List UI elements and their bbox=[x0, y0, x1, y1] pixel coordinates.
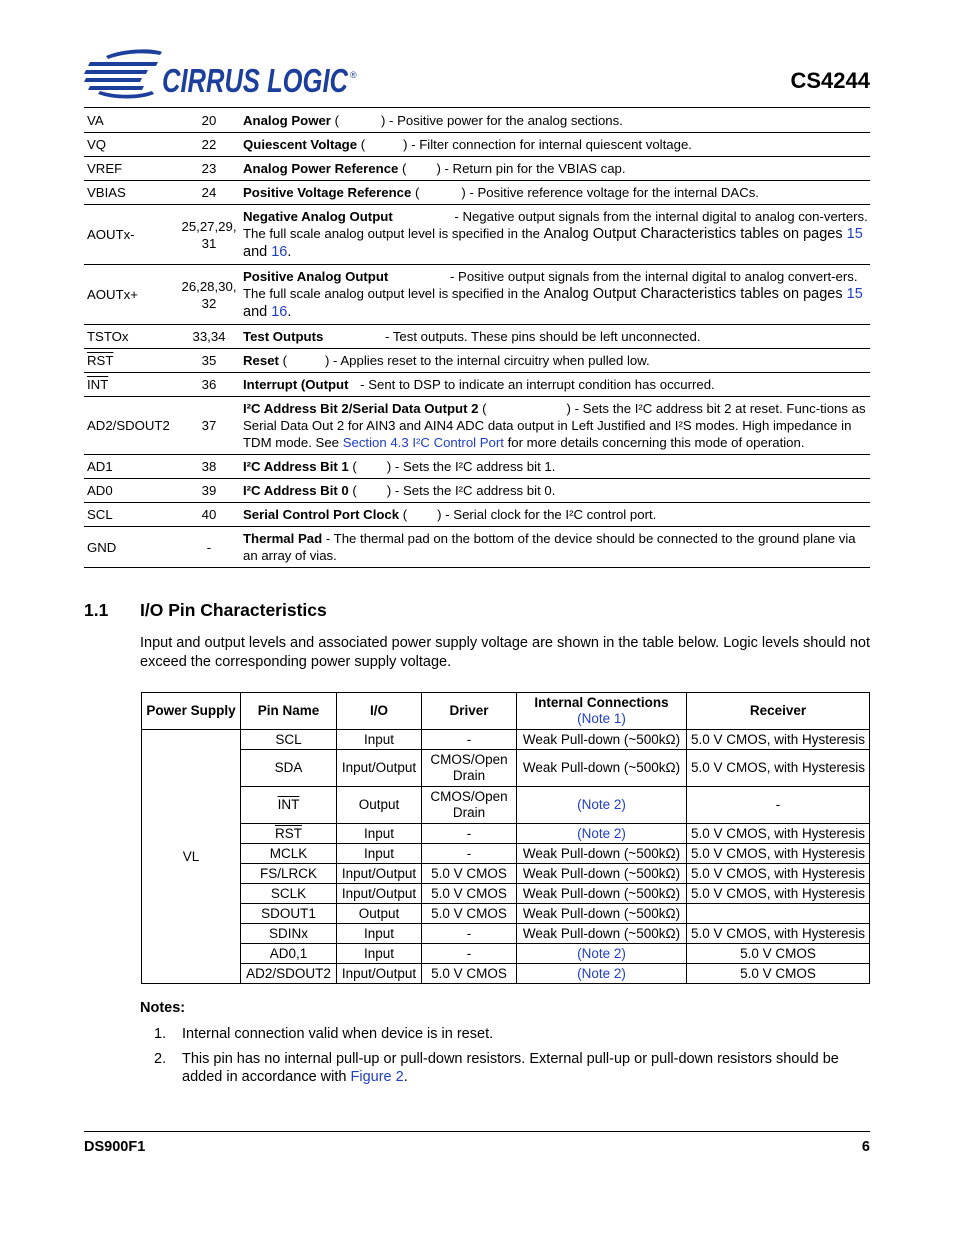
pin-number: 20 bbox=[179, 109, 239, 133]
pin-number: 37 bbox=[179, 397, 239, 455]
internal-connection-text: Weak Pull-down (~500kΩ) bbox=[522, 925, 681, 941]
pin-description bbox=[239, 503, 870, 527]
receiver-cell: 5.0 V CMOS, with Hysteresis bbox=[687, 730, 870, 750]
internal-connection-cell[interactable] bbox=[517, 964, 687, 984]
pin-number: 33,34 bbox=[179, 325, 239, 349]
pin-description bbox=[239, 349, 870, 373]
internal-connection-cell[interactable] bbox=[517, 824, 687, 844]
pin-name: $\overline{INT}$ bbox=[84, 373, 179, 397]
pin-ref-end: . bbox=[287, 244, 292, 260]
internal-connection-text: Weak Pull-down (~500kΩ) bbox=[522, 731, 681, 747]
pin-name-cell: SCL bbox=[241, 730, 337, 750]
pin-description bbox=[239, 479, 870, 503]
pin-function-text: ) - Sets the I²C address bit 0. bbox=[386, 483, 556, 498]
driver-cell: - bbox=[422, 824, 517, 844]
pin-function-title: I²C Address Bit 0 bbox=[243, 483, 349, 498]
pin-function-title: Interrupt (Output bbox=[243, 377, 349, 392]
pin-description bbox=[239, 157, 870, 181]
pin-open-paren: ( bbox=[278, 353, 287, 368]
pin-row bbox=[84, 349, 870, 373]
pin-function-title: Analog Power bbox=[243, 113, 331, 128]
driver-cell: 5.0 V CMOS bbox=[422, 964, 517, 984]
pin-name-cell: FS/LRCK bbox=[241, 864, 337, 884]
driver-cell: - bbox=[422, 730, 517, 750]
pin-row bbox=[84, 503, 870, 527]
table-row bbox=[142, 730, 870, 750]
pin-function-title: Thermal Pad bbox=[243, 531, 323, 546]
pin-function-title: Analog Power Reference bbox=[243, 161, 399, 176]
driver-cell: - bbox=[422, 844, 517, 864]
internal-connection-cell[interactable] bbox=[517, 787, 687, 824]
io-cell: Input/Output bbox=[337, 864, 422, 884]
internal-connection-cell bbox=[517, 864, 687, 884]
header-power-supply: Power Supply bbox=[142, 693, 241, 730]
internal-connection-cell bbox=[517, 884, 687, 904]
pin-function-text: ) - Applies reset to the internal circuitry when pulled low. bbox=[324, 353, 650, 368]
table-row bbox=[142, 864, 870, 884]
pin-row bbox=[84, 109, 870, 133]
section-heading bbox=[84, 600, 327, 621]
io-cell: Input bbox=[337, 824, 422, 844]
pin-row bbox=[84, 373, 870, 397]
driver-cell: CMOS/Open Drain bbox=[422, 787, 517, 824]
internal-connection-cell bbox=[517, 750, 687, 787]
pin-description bbox=[239, 455, 870, 479]
note-number: 2. bbox=[154, 1051, 167, 1067]
driver-cell: CMOS/Open Drain bbox=[422, 750, 517, 787]
pin-open-paren: ( bbox=[411, 185, 420, 200]
pin-name-cell: SDA bbox=[241, 750, 337, 787]
pin-name: $\overline{RST}$ bbox=[84, 349, 179, 373]
driver-cell: 5.0 V CMOS bbox=[422, 904, 517, 924]
pin-function-text: - The thermal pad on the bottom of the device should be connected to the ground plane via an array of vias. bbox=[243, 531, 856, 563]
pin-name-cell: $\overline{RST}$ bbox=[241, 824, 337, 844]
io-cell: Input bbox=[337, 944, 422, 964]
internal-connection-text[interactable]: (Note 2) bbox=[577, 945, 626, 961]
io-cell: Input bbox=[337, 730, 422, 750]
pin-ref-and: and bbox=[243, 244, 272, 260]
page-link[interactable]: 15 bbox=[846, 226, 863, 242]
pin-function-title: I²C Address Bit 2/Serial Data Output 2 bbox=[243, 401, 479, 416]
receiver-cell: 5.0 V CMOS, with Hysteresis bbox=[687, 824, 870, 844]
pin-row bbox=[84, 181, 870, 205]
pin-name: AD1 bbox=[84, 455, 179, 479]
table-row bbox=[142, 824, 870, 844]
page-number: 6 bbox=[861, 1139, 870, 1155]
document-id: DS900F1 bbox=[84, 1139, 146, 1155]
pin-function-text: ) - Positive power for the analog sections. bbox=[381, 113, 623, 128]
table-row bbox=[142, 924, 870, 944]
io-cell: Input bbox=[337, 844, 422, 864]
io-cell: Input bbox=[337, 924, 422, 944]
pin-name-cell: AD2/SDOUT2 bbox=[241, 964, 337, 984]
footer-divider bbox=[84, 1131, 870, 1132]
receiver-cell: - bbox=[687, 787, 870, 824]
note-number: 1. bbox=[154, 1026, 167, 1042]
logo-text: CIRRUS LOGIC bbox=[162, 62, 349, 99]
driver-cell: 5.0 V CMOS bbox=[422, 864, 517, 884]
pin-function-text: ) - Sets the I²C address bit 2 at reset. Func-tions as Serial Data Out 2 for AIN3 and AIN4 ADC data output in Left Justified and I²S modes. High impedance in TDM mode. See bbox=[243, 401, 866, 450]
pin-name: VA bbox=[84, 109, 179, 133]
table-row bbox=[142, 944, 870, 964]
internal-connection-text: Weak Pull-down (~500kΩ) bbox=[522, 885, 681, 901]
pin-ref-and: and bbox=[243, 304, 272, 320]
note-1 bbox=[140, 1025, 870, 1043]
pin-function-title: Quiescent Voltage bbox=[243, 137, 358, 152]
receiver-cell: 5.0 V CMOS bbox=[687, 964, 870, 984]
pin-function-text: ) - Serial clock for the I²C control port. bbox=[437, 507, 657, 522]
pin-function-text: - Test outputs. These pins should be left unconnected. bbox=[381, 329, 701, 344]
pin-function-text: ) - Filter connection for internal quiescent voltage. bbox=[403, 137, 692, 152]
pin-description bbox=[239, 109, 870, 133]
internal-connection-cell bbox=[517, 904, 687, 924]
pin-row bbox=[84, 479, 870, 503]
pin-open-paren: ( bbox=[399, 507, 408, 522]
pin-function-title: Serial Control Port Clock bbox=[243, 507, 400, 522]
pin-open-paren: ( bbox=[478, 401, 487, 416]
table-row bbox=[142, 964, 870, 984]
page-link[interactable]: 16 bbox=[271, 244, 288, 260]
pin-name: AOUTx+ bbox=[84, 265, 179, 325]
io-pin-table bbox=[141, 692, 870, 984]
note-1-link[interactable]: (Note 1) bbox=[577, 711, 626, 726]
pin-row bbox=[84, 205, 870, 265]
pin-ref-text: Analog Output Characteristics tables on pages bbox=[543, 226, 847, 242]
pin-number: 39 bbox=[179, 479, 239, 503]
pin-number: 23 bbox=[179, 157, 239, 181]
pin-open-paren: ( bbox=[348, 459, 357, 474]
pin-number: - bbox=[179, 527, 239, 568]
pin-description bbox=[239, 133, 870, 157]
pin-name: AD2/SDOUT2 bbox=[84, 397, 179, 455]
pin-name: TSTOx bbox=[84, 325, 179, 349]
header-pin-name: Pin Name bbox=[241, 693, 337, 730]
internal-connection-cell[interactable] bbox=[517, 944, 687, 964]
pin-name: VBIAS bbox=[84, 181, 179, 205]
pin-function-text: - Sent to DSP to indicate an interrupt condition has occurred. bbox=[356, 377, 715, 392]
pin-function-text: - Positive output signals from the internal digital to analog convert-ers. The full scale analog output level is specified in the bbox=[243, 269, 858, 301]
pin-description-table bbox=[84, 109, 870, 568]
header-driver: Driver bbox=[422, 693, 517, 730]
pin-name-cell: SCLK bbox=[241, 884, 337, 904]
pin-number: 24 bbox=[179, 181, 239, 205]
pin-name-cell: SDOUT1 bbox=[241, 904, 337, 924]
pin-number: 36 bbox=[179, 373, 239, 397]
header-divider bbox=[84, 107, 870, 108]
pin-function-title: Positive Voltage Reference bbox=[243, 185, 412, 200]
pin-number: 35 bbox=[179, 349, 239, 373]
note-text-end: . bbox=[403, 1069, 408, 1085]
pin-description bbox=[239, 527, 870, 568]
figure-2-link[interactable]: Figure 2 bbox=[350, 1069, 404, 1085]
table-row bbox=[142, 787, 870, 824]
note-text-body: This pin has no internal pull-up or pull-down resistors. External pull-up or pull-down resistors should be added in accordance with bbox=[182, 1051, 839, 1085]
table-row bbox=[142, 884, 870, 904]
pin-row bbox=[84, 133, 870, 157]
driver-cell: - bbox=[422, 944, 517, 964]
section-title: I/O Pin Characteristics bbox=[140, 600, 327, 620]
internal-connection-text: Weak Pull-down (~500kΩ) bbox=[522, 760, 681, 775]
internal-connection-cell bbox=[517, 924, 687, 944]
header-internal-label: Internal Connections bbox=[534, 695, 669, 710]
internal-connection-text[interactable]: (Note 2) bbox=[577, 965, 626, 981]
note-text: Internal connection valid when device is in reset. bbox=[182, 1026, 494, 1042]
part-number: CS4244 bbox=[790, 68, 870, 93]
internal-connection-cell bbox=[517, 844, 687, 864]
pin-row bbox=[84, 455, 870, 479]
power-supply-cell: VL bbox=[142, 730, 241, 984]
io-cell: Input/Output bbox=[337, 750, 422, 787]
pin-function-title: I²C Address Bit 1 bbox=[243, 459, 349, 474]
io-cell: Input/Output bbox=[337, 884, 422, 904]
internal-connection-cell bbox=[517, 730, 687, 750]
pin-name: VREF bbox=[84, 157, 179, 181]
pin-open-paren: ( bbox=[330, 113, 339, 128]
receiver-cell: 5.0 V CMOS, with Hysteresis bbox=[687, 864, 870, 884]
pin-row bbox=[84, 397, 870, 455]
pin-number: 26,28,30, 32 bbox=[179, 265, 239, 325]
pin-function-text: ) - Positive reference voltage for the internal DACs. bbox=[461, 185, 759, 200]
pin-row bbox=[84, 265, 870, 325]
receiver-cell: 5.0 V CMOS, with Hysteresis bbox=[687, 750, 870, 787]
table-row bbox=[142, 844, 870, 864]
header-io: I/O bbox=[337, 693, 422, 730]
page-link[interactable]: 15 bbox=[846, 286, 863, 302]
pin-function-title: Test Outputs bbox=[243, 329, 324, 344]
io-cell: Output bbox=[337, 904, 422, 924]
internal-connection-text: Weak Pull-down (~500kΩ) bbox=[522, 865, 681, 881]
internal-connection-text[interactable]: (Note 2) bbox=[577, 797, 626, 812]
pin-name: AOUTx- bbox=[84, 205, 179, 265]
pin-function-text: ) - Sets the I²C address bit 1. bbox=[386, 459, 556, 474]
pin-description bbox=[239, 265, 870, 325]
pin-name: GND bbox=[84, 527, 179, 568]
pin-number: 22 bbox=[179, 133, 239, 157]
io-cell: Input/Output bbox=[337, 964, 422, 984]
header-receiver: Receiver bbox=[687, 693, 870, 730]
pin-number: 40 bbox=[179, 503, 239, 527]
section-intro: Input and output levels and associated power supply voltage are shown in the table below. Logic levels should not exceed the corresponding power supply voltage. bbox=[140, 635, 870, 670]
internal-connection-text[interactable]: (Note 2) bbox=[577, 825, 626, 841]
pin-function-title: Reset bbox=[243, 353, 279, 368]
driver-cell: - bbox=[422, 924, 517, 944]
table-row bbox=[142, 904, 870, 924]
pin-ref-text: Analog Output Characteristics tables on pages bbox=[543, 286, 847, 302]
pin-open-paren: ( bbox=[357, 137, 366, 152]
pin-name: VQ bbox=[84, 133, 179, 157]
receiver-cell: 5.0 V CMOS, with Hysteresis bbox=[687, 924, 870, 944]
pin-function-text: ) - Return pin for the VBIAS cap. bbox=[436, 161, 626, 176]
pin-description bbox=[239, 325, 870, 349]
receiver-cell: 5.0 V CMOS, with Hysteresis bbox=[687, 844, 870, 864]
pin-open-paren: ( bbox=[348, 483, 357, 498]
pin-description bbox=[239, 397, 870, 455]
pin-name-cell: $\overline{INT}$ bbox=[241, 787, 337, 824]
receiver-cell: 5.0 V CMOS bbox=[687, 944, 870, 964]
page-link[interactable]: 16 bbox=[271, 304, 288, 320]
logo-registered-mark: ® bbox=[350, 70, 357, 80]
page-link[interactable]: Section 4.3 I²C Control Port bbox=[342, 435, 504, 450]
note-2 bbox=[140, 1050, 870, 1086]
pin-number: 38 bbox=[179, 455, 239, 479]
io-cell: Output bbox=[337, 787, 422, 824]
pin-ref-end: . bbox=[287, 304, 292, 320]
cirrus-logic-logo bbox=[84, 46, 364, 100]
table-row bbox=[142, 750, 870, 787]
receiver-cell bbox=[687, 904, 870, 924]
pin-name: SCL bbox=[84, 503, 179, 527]
pin-function-text: - Negative output signals from the internal digital to analog con-verters. The full scale analog output level is specified in the bbox=[243, 209, 868, 241]
internal-connection-text: Weak Pull-down (~500kΩ) bbox=[522, 905, 681, 921]
pin-description bbox=[239, 373, 870, 397]
pin-number: 25,27,29, 31 bbox=[179, 205, 239, 265]
notes-heading: Notes: bbox=[140, 1000, 186, 1016]
pin-open-paren: ( bbox=[398, 161, 407, 176]
header-internal-connections bbox=[517, 693, 687, 730]
pin-name: AD0 bbox=[84, 479, 179, 503]
pin-ref-end: for more details concerning this mode of operation. bbox=[503, 435, 805, 450]
pin-function-title: Negative Analog Output bbox=[243, 209, 393, 224]
note-text bbox=[182, 1050, 870, 1086]
pin-name-cell: SDINx bbox=[241, 924, 337, 944]
section-number: 1.1 bbox=[84, 600, 109, 620]
driver-cell: 5.0 V CMOS bbox=[422, 884, 517, 904]
pin-row bbox=[84, 157, 870, 181]
pin-description bbox=[239, 205, 870, 265]
receiver-cell: 5.0 V CMOS, with Hysteresis bbox=[687, 884, 870, 904]
pin-row bbox=[84, 527, 870, 568]
pin-row bbox=[84, 325, 870, 349]
pin-name-cell: MCLK bbox=[241, 844, 337, 864]
pin-function-title: Positive Analog Output bbox=[243, 269, 389, 284]
pin-name-cell: AD0,1 bbox=[241, 944, 337, 964]
pin-description bbox=[239, 181, 870, 205]
internal-connection-text: Weak Pull-down (~500kΩ) bbox=[522, 845, 681, 861]
